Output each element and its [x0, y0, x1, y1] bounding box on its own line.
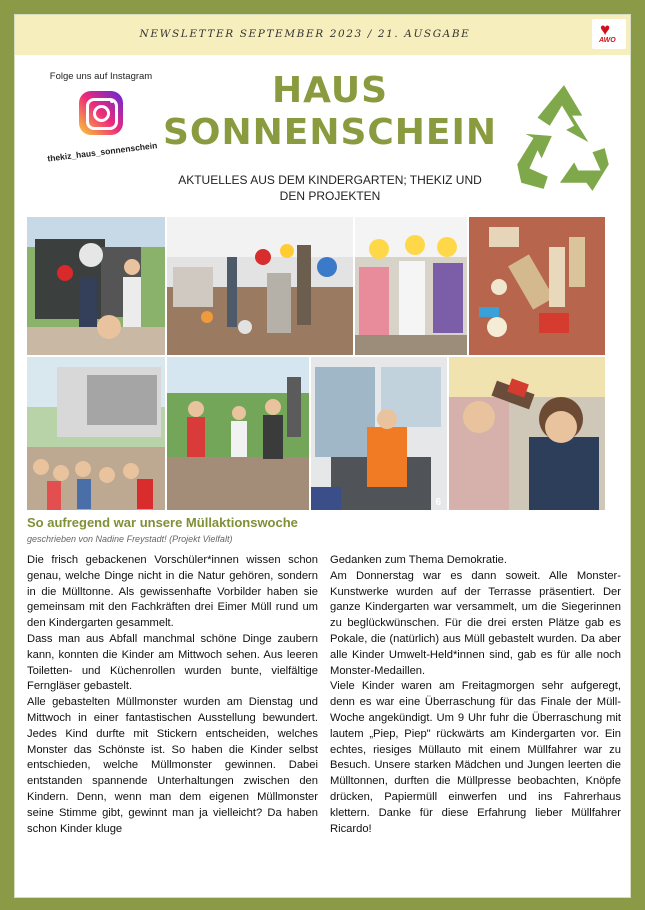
title-line-2: SONNENSCHEIN	[162, 112, 498, 153]
paragraph: Dass man aus Abfall manchmal schöne Dinge zaubern kann, konnten die Kinder am Mittwoch sehen. Aus leeren Toiletten- und Küchenrollen wurden bunte, vielfältige Ferngläser gebastelt.	[27, 632, 318, 693]
article-headline: So aufregend war unsere Müllaktionswoche	[27, 515, 298, 530]
photo-trash-bins	[27, 217, 165, 355]
heart-icon: ♥	[600, 20, 611, 39]
page-title	[155, 70, 505, 154]
title-line-1: HAUS	[271, 70, 389, 111]
photo-collage	[27, 217, 605, 510]
header-band	[15, 15, 630, 55]
photo-monster-exhibition	[167, 217, 353, 355]
newsletter-page	[14, 14, 631, 898]
photo-overlay-number: 6	[435, 497, 441, 508]
awo-logo	[592, 19, 626, 49]
paragraph: Gedanken zum Thema Demokratie.	[330, 554, 508, 566]
instagram-icon[interactable]	[79, 91, 123, 135]
paragraph: Am Donnerstag war es dann soweit. Alle Monster-Kunstwerke wurden auf der Terrasse präsentiert. Der ganze Kindergarten war versammelt, um die Siegerinnen zu beglückwünschen. Für die drei ersten Plätze gab es Pokale, die (natürlich) aus Müll gebastelt wurden. Da aber alle Kinder Umwelt-Held*innen sind, gab es für alle noch Monster-Medaillen.	[330, 569, 621, 677]
photo-binoculars	[449, 357, 605, 510]
recycle-icon	[503, 77, 625, 199]
article-column-1	[27, 553, 318, 837]
paragraph: Die frisch gebackenen Vorschüler*innen wissen schon genau, welche Dinge nicht in die Natur gehören, sondern in die Mülltonne. Als gewissenhafte Vorbilder haben sie gemeinsam mit den Fachkräften drei Eimer Müll rund um den Kindergarten gesammelt.	[27, 554, 318, 630]
photo-toilet-rolls	[469, 217, 605, 355]
awo-logo-text: AWO	[599, 37, 616, 44]
newsletter-issue: NEWSLETTER SEPTEMBER 2023 / 21. AUSGABE	[139, 28, 471, 40]
instagram-box	[46, 67, 158, 197]
photo-children-walking	[167, 357, 309, 510]
instagram-handle[interactable]: thekiz_haus_sonnenschein	[46, 140, 158, 164]
article-column-2	[330, 553, 621, 837]
photo-truck-cab	[311, 357, 447, 510]
page-subtitle: AKTUELLES AUS DEM KINDERGARTEN; THEKIZ UND DEN PROJEKTEN	[178, 173, 482, 203]
photo-garbage-truck	[27, 357, 165, 510]
paragraph: Viele Kinder waren am Freitagmorgen sehr aufgeregt, denn es war eine Überraschung für das Finale der Müll-Woche angekündigt. Um 9 Uhr fuhr die Überraschung mit lautem „Piep, Piep" rückwärts am Kindergarten vor. Ein echtes, riesiges Müllauto mit einem Müllfahrer war zu Besuch. Unsere starken Mädchen und Jungen leerten die Mülltonnen, durften die Müllpresse beobachten, Knöpfe drücken, Papiermüll einwerfen und ins Fahrerhaus klettern. Danke für diese Erfahrung lieber Müllfahrer Ricardo!	[330, 680, 621, 835]
photo-children-awards	[355, 217, 467, 355]
article-byline: geschrieben von Nadine Freystadt! (Projekt Vielfalt)	[27, 534, 233, 544]
paragraph: Alle gebastelten Müllmonster wurden am Dienstag und Mittwoch in einer fantastischen Ausstellung bewundert. Jedes Kind durfte mit Stickern entscheiden, welches Monster das Schönste ist. So haben die Kinder selbst entschieden, welche Müllmonster gewinnen. Dabei entstanden spannende Unterhaltungen zwischen den Kindern. Denn, wenn man dem eigenen Müllmonster seine Stimme gibt, gewinnt man ja vielleicht? Da haben schon Kinder kluge	[27, 696, 318, 835]
instagram-follow-text: Folge uns auf Instagram	[49, 71, 153, 82]
